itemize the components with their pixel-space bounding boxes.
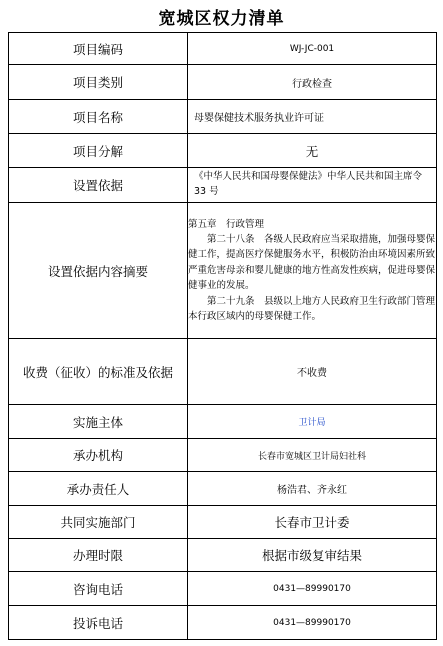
excerpt-label: 设置依据内容摘要 [9,203,188,339]
fee-value: 不收费 [188,339,437,405]
excerpt-article-28: 第二十八条 各级人民政府应当采取措施，加强母婴保健工作，提高医疗保健服务水平，积极防治由环境因素所致严重危害母亲和婴儿健康的地方性高发性疾病，促进母婴保健事业的发展。 [188,234,436,292]
excerpt-chapter: 第五章 行政管理 [188,218,265,230]
complaint-value: 0431—89990170 [188,606,437,640]
row-complaint [9,606,437,640]
basis-label: 设置依据 [9,168,188,203]
excerpt-content [188,203,437,339]
fee-label: 收费（征收）的标准及依据 [9,339,188,405]
item-name-value: 母婴保健技术服务执业许可证 [188,100,437,134]
person-value: 杨浩君、齐永红 [188,472,437,506]
row-consult [9,572,437,606]
row-basis [9,168,437,203]
joint-label: 共同实施部门 [9,506,188,539]
row-item-name [9,100,437,134]
item-code-value: WJ-JC-001 [188,33,437,65]
row-item-code [9,33,437,65]
limit-value: 根据市级复审结果 [188,539,437,572]
row-person [9,472,437,506]
agency-label: 承办机构 [9,439,188,472]
item-category-value: 行政检查 [188,65,437,100]
complaint-label: 投诉电话 [9,606,188,640]
row-basis-excerpt [9,203,437,339]
item-split-value: 无 [188,134,437,168]
subject-value: 卫计局 [188,405,437,439]
agency-value: 长春市宽城区卫计局妇社科 [188,439,437,472]
row-joint [9,506,437,539]
row-agency [9,439,437,472]
subject-label: 实施主体 [9,405,188,439]
row-item-category [9,65,437,100]
person-label: 承办责任人 [9,472,188,506]
row-subject [9,405,437,439]
page-title: 宽城区权力清单 [158,9,285,29]
row-limit [9,539,437,572]
consult-value: 0431—89990170 [188,572,437,606]
excerpt-article-29: 第二十九条 县级以上地方人民政府卫生行政部门管理本行政区域内的母婴保健工作。 [188,295,436,322]
item-split-label: 项目分解 [9,134,188,168]
item-name-label: 项目名称 [9,100,188,134]
joint-value: 长春市卫计委 [188,506,437,539]
row-item-split [9,134,437,168]
consult-label: 咨询电话 [9,572,188,606]
basis-value: 《中华人民共和国母婴保健法》中华人民共和国主席令 33 号 [188,168,437,203]
limit-label: 办理时限 [9,539,188,572]
power-list-table [8,32,437,640]
item-category-label: 项目类别 [9,65,188,100]
row-fee [9,339,437,405]
item-code-label: 项目编码 [9,33,188,65]
